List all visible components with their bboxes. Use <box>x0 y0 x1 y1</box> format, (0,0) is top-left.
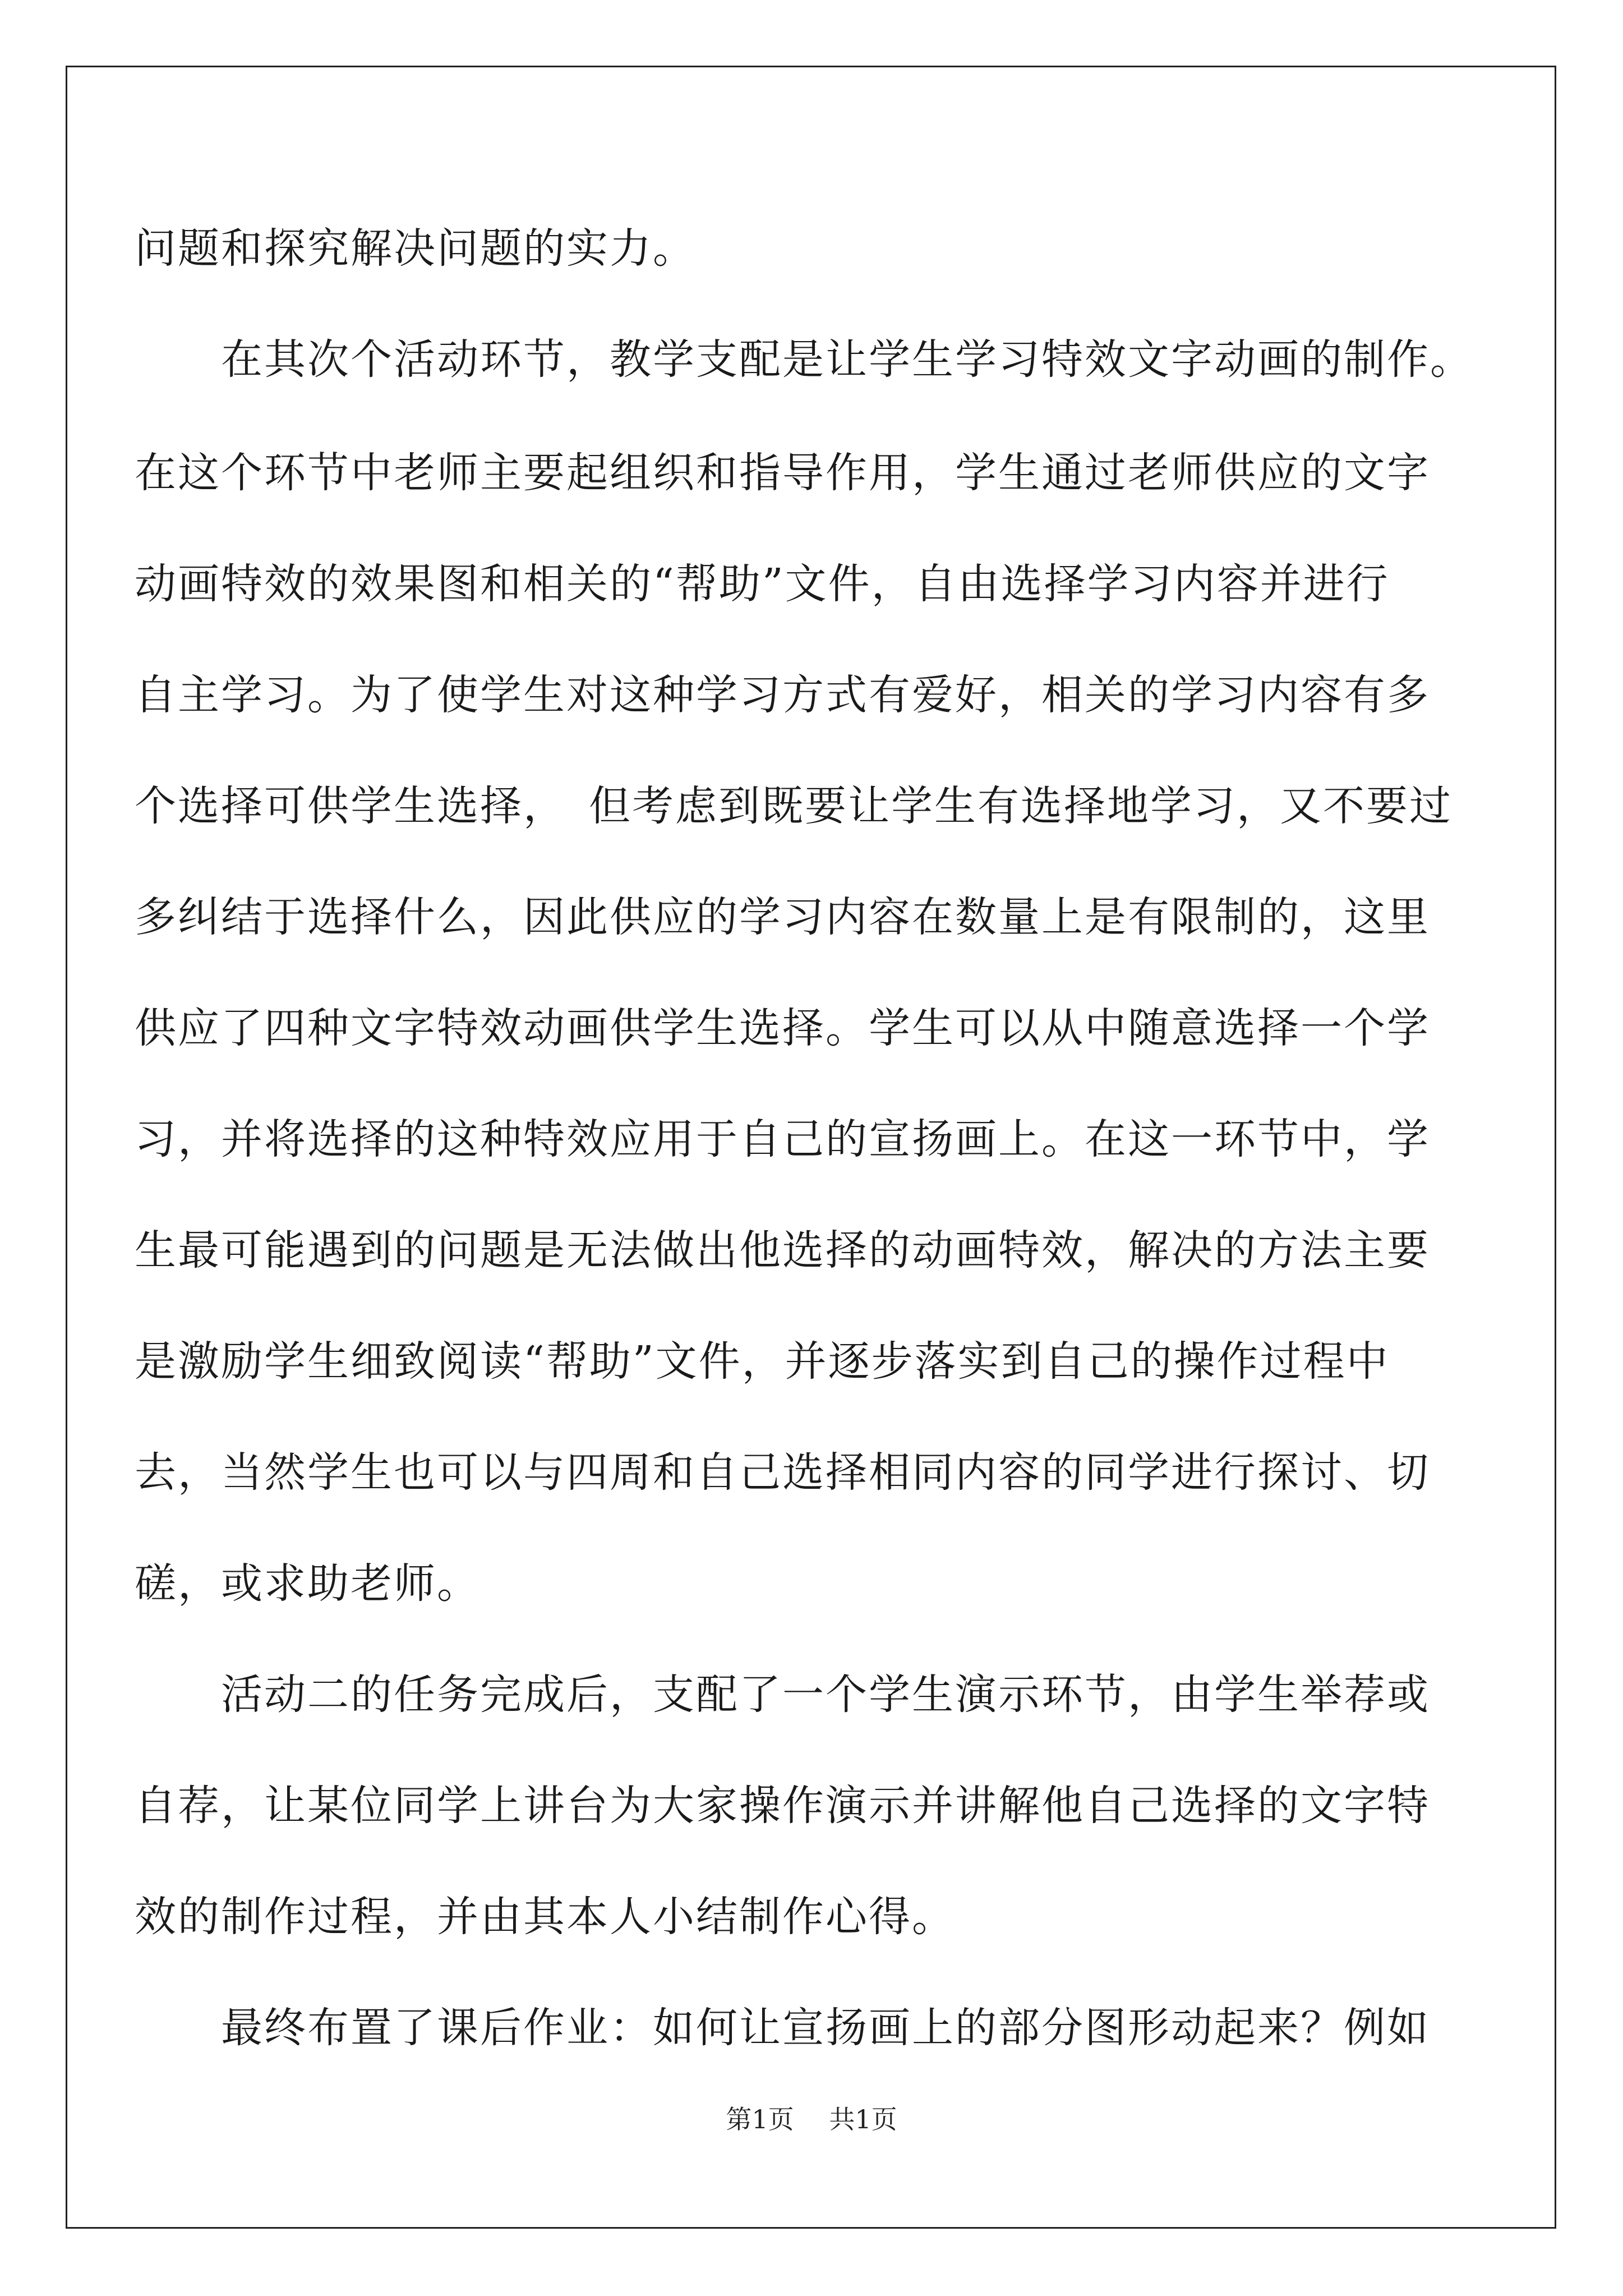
text-line: 最终布置了课后作业：如何让宣扬画上的部分图形动起来？例如 <box>135 2004 1430 2052</box>
text-line: 多纠结于选择什么，因此供应的学习内容在数量上是有限制的，这里 <box>135 893 1430 941</box>
text-line: 问题和探究解决问题的实力。 <box>135 224 696 273</box>
text-line: 活动二的任务完成后，支配了一个学生演示环节，由学生举荐或 <box>135 1671 1430 1719</box>
page-number: 第1页 <box>726 2104 794 2134</box>
page-total: 共1页 <box>829 2104 897 2134</box>
text-line: 去，当然学生也可以与四周和自己选择相同内容的同学进行探讨、切 <box>135 1448 1430 1497</box>
text-line: 个选择可供学生选择， 但考虑到既要让学生有选择地学习，又不要过 <box>135 782 1453 830</box>
text-line: 自主学习。为了使学生对这种学习方式有爱好，相关的学习内容有多 <box>135 671 1430 719</box>
text-line: 磋，或求助老师。 <box>135 1559 480 1608</box>
page-footer <box>0 2102 1623 2136</box>
text-line: 效的制作过程，并由其本人小结制作心得。 <box>135 1893 955 1941</box>
text-line: 供应了四种文字特效动画供学生选择。学生可以从中随意选择一个学 <box>135 1004 1430 1052</box>
text-line: 在其次个活动环节，教学支配是让学生学习特效文字动画的制作。 <box>135 335 1473 384</box>
text-line: 习，并将选择的这种特效应用于自己的宣扬画上。在这一环节中，学 <box>135 1115 1430 1163</box>
text-line: 自荐，让某位同学上讲台为大家操作演示并讲解他自己选择的文字特 <box>135 1782 1430 1830</box>
text-line: 在这个环节中老师主要起组织和指导作用，学生通过老师供应的文字 <box>135 449 1430 497</box>
text-line: 生最可能遇到的问题是无法做出他选择的动画特效，解决的方法主要 <box>135 1226 1430 1274</box>
text-line: 动画特效的效果图和相关的“帮助”文件，自由选择学习内容并进行 <box>135 560 1390 608</box>
text-line: 是激励学生细致阅读“帮助”文件，并逐步落实到自己的操作过程中 <box>135 1337 1390 1386</box>
